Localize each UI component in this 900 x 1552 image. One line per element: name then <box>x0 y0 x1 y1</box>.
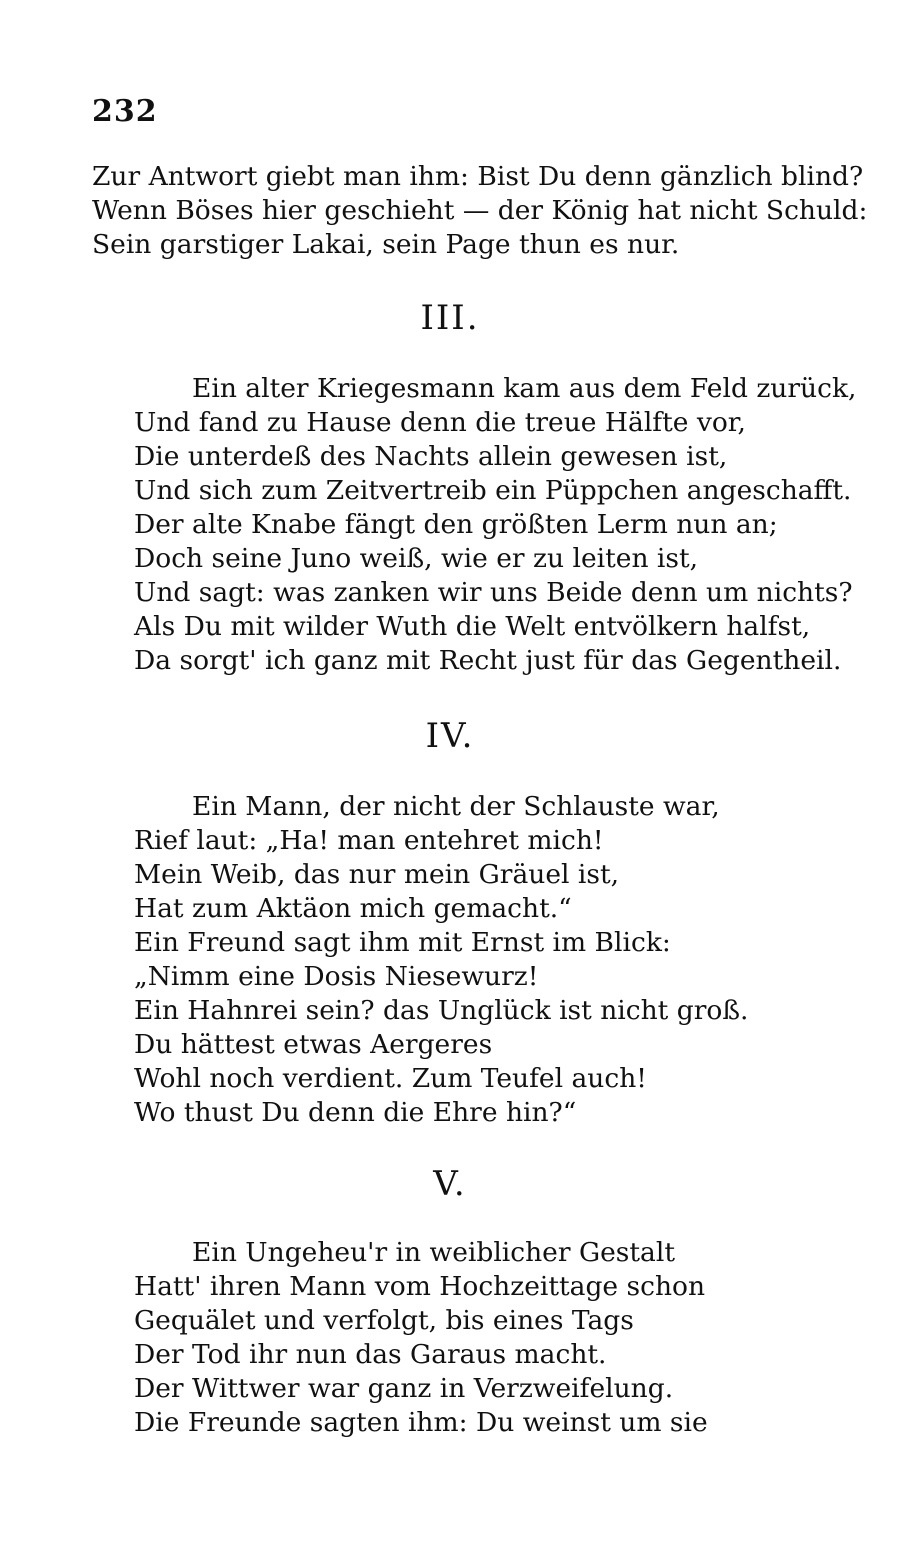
verse-line: Und sich zum Zeitvertreib ein Püppchen angeschafft. <box>134 475 852 506</box>
poem-iii <box>134 372 856 678</box>
verse-line: „Nimm eine Dosis Niesewurz! <box>134 961 539 992</box>
verse-line: Gequälet und verfolgt, bis eines Tags <box>134 1305 634 1336</box>
verse-line: Zur Antwort giebt man ihm: Bist Du denn gänzlich blind? <box>92 161 864 192</box>
verse-line: Rief laut: „Ha! man entehret mich! <box>134 825 604 856</box>
verse-line: Als Du mit wilder Wuth die Welt entvölkern halfst, <box>134 611 811 642</box>
opening-verse <box>92 160 867 262</box>
verse-line: Die unterdeß des Nachts allein gewesen ist, <box>134 441 728 472</box>
section-heading-v: V. <box>433 1164 467 1204</box>
verse-line: Die Freunde sagten ihm: Du weinst um sie <box>134 1407 708 1438</box>
verse-line: Sein garstiger Lakai, sein Page thun es nur. <box>92 229 680 260</box>
verse-line: Hat zum Aktäon mich gemacht.“ <box>134 893 572 924</box>
verse-line: Der Wittwer war ganz in Verzweifelung. <box>134 1373 674 1404</box>
verse-line: Du hättest etwas Aergeres <box>134 1029 493 1060</box>
verse-line: Wo thust Du denn die Ehre hin?“ <box>134 1097 577 1128</box>
page-number: 232 <box>92 94 158 129</box>
verse-line: Und fand zu Hause denn die treue Hälfte vor, <box>134 407 746 438</box>
verse-line: Ein alter Kriegesmann kam aus dem Feld zurück, <box>192 373 857 404</box>
section-heading-iv: IV. <box>425 716 475 756</box>
verse-line: Der alte Knabe fängt den größten Lerm nun an; <box>134 509 778 540</box>
verse-line: Wohl noch verdient. Zum Teufel auch! <box>134 1063 647 1094</box>
poem-v <box>134 1236 708 1440</box>
verse-line: Ein Hahnrei sein? das Unglück ist nicht groß. <box>134 995 749 1026</box>
verse-line: Hatt' ihren Mann vom Hochzeittage schon <box>134 1271 706 1302</box>
verse-line: Da sorgt' ich ganz mit Recht just für das Gegentheil. <box>134 645 842 676</box>
poem-iv <box>134 790 748 1130</box>
verse-line: Ein Mann, der nicht der Schlauste war, <box>192 791 720 822</box>
verse-line: Der Tod ihr nun das Garaus macht. <box>134 1339 607 1370</box>
verse-line: Wenn Böses hier geschieht — der König hat nicht Schuld: <box>92 195 868 226</box>
verse-line: Ein Freund sagt ihm mit Ernst im Blick: <box>134 927 671 958</box>
verse-line: Doch seine Juno weiß, wie er zu leiten ist, <box>134 543 699 574</box>
verse-line: Und sagt: was zanken wir uns Beide denn um nichts? <box>134 577 853 608</box>
section-heading-iii: III. <box>420 298 480 338</box>
verse-line: Mein Weib, das nur mein Gräuel ist, <box>134 859 620 890</box>
verse-line: Ein Ungeheu'r in weiblicher Gestalt <box>192 1237 675 1268</box>
